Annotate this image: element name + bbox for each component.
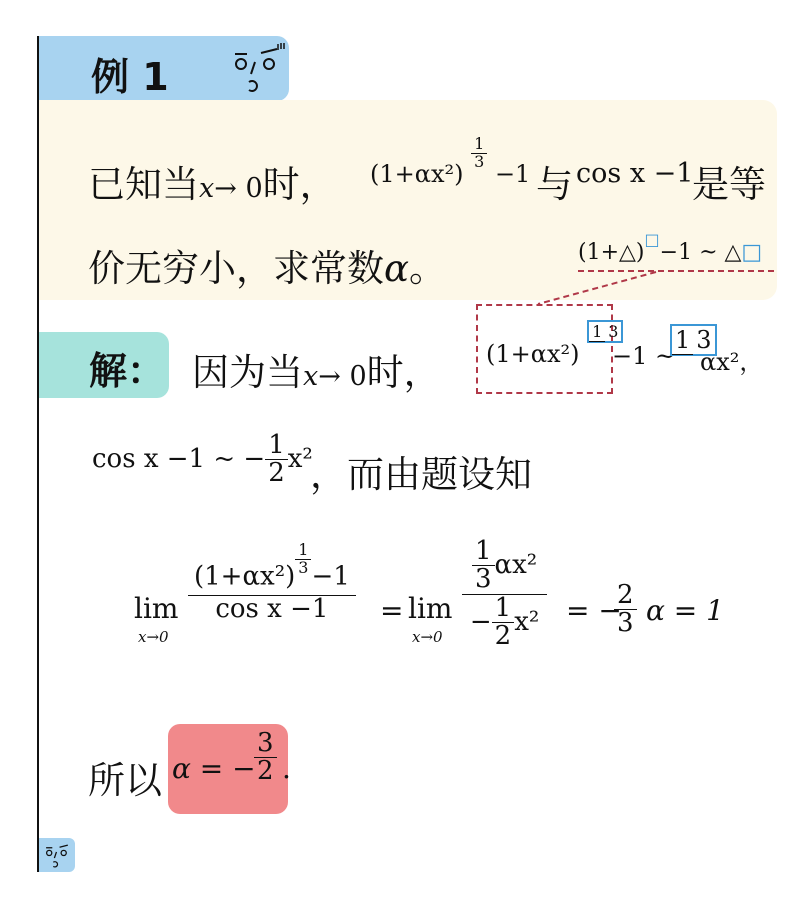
problem-line1 xyxy=(88,154,337,208)
exponent-fraction: $\frac{1}{3}$ xyxy=(471,136,487,171)
solution-equiv-tail: αx²， xyxy=(700,348,764,376)
arrow-zero: → 0 xyxy=(214,173,263,204)
example-tab xyxy=(39,36,289,101)
hint-connector xyxy=(536,270,666,306)
limit-2-sub: x→0 xyxy=(412,628,443,646)
expr-base: (1+αx²) xyxy=(486,340,580,368)
problem-text: 已知当 xyxy=(88,163,199,206)
solution-tab xyxy=(39,332,169,398)
problem-text: 时， xyxy=(262,163,337,206)
cos-equiv: cos x −1 ~ − xyxy=(92,443,266,474)
hint-base: (1+△) xyxy=(578,240,645,265)
hint-tail: −1 ~ △ xyxy=(659,240,742,265)
example-title: 例 1 xyxy=(91,55,169,99)
solution-text: 因为当 xyxy=(192,351,303,394)
conjunction: 与 xyxy=(536,163,573,206)
cute-face-icon xyxy=(229,40,287,96)
problem-line2 xyxy=(88,238,446,292)
half-fraction: $\frac{1}{2}$ xyxy=(265,432,288,488)
alpha-var: α xyxy=(384,247,409,290)
conclusion-expr: α = − xyxy=(172,752,256,785)
conclusion-period: . xyxy=(282,752,291,785)
conclusion-fraction: $\frac{3}{2}$ xyxy=(254,730,277,786)
cos-expr: cos x −1 xyxy=(576,158,694,189)
problem-expr1 xyxy=(370,134,531,193)
hint-formula xyxy=(578,230,763,265)
solution-expr1 xyxy=(486,322,623,368)
one-third-fraction: 1 3 xyxy=(670,324,717,356)
solution-line1 xyxy=(192,342,441,396)
var-x: x xyxy=(199,173,215,204)
limit-2: lim xyxy=(408,592,453,625)
equals-1: = xyxy=(380,594,404,627)
conclusion-text: 所以 xyxy=(88,759,162,802)
hint-box-exp: □ xyxy=(644,230,660,249)
problem-text: 。 xyxy=(409,247,446,290)
solution-text: 时， xyxy=(366,351,441,394)
expr-tail: −1 xyxy=(494,159,531,188)
limit-1: lim xyxy=(134,592,179,625)
equiv-sign: −1 ~ xyxy=(612,342,676,370)
var-x: x xyxy=(303,361,319,392)
limit-1-sub: x→0 xyxy=(138,628,169,646)
hint-box: □ xyxy=(741,240,763,265)
footer-tab xyxy=(39,838,75,872)
solution-text: ，而由题设知 xyxy=(310,453,532,496)
result-fraction: $\frac{2}{3}$ xyxy=(614,582,637,638)
solution-line2 xyxy=(92,432,313,488)
cute-face-icon xyxy=(43,840,73,870)
x-squared: x² xyxy=(287,443,313,474)
expr-base: (1+αx²) xyxy=(370,159,464,188)
problem-text: 价无穷小，求常数 xyxy=(88,247,384,290)
mid-fraction: $\frac{1}{3}$ αx² − $\frac{1}{2}$ x² xyxy=(462,538,547,650)
equals-2: = − xyxy=(566,594,622,627)
arrow-zero: → 0 xyxy=(318,361,367,392)
problem-text: 是等 xyxy=(692,163,766,206)
big-fraction: (1+αx²) $\frac{1}{3}$ −1 cos x −1 xyxy=(188,560,356,623)
exponent-fraction: 1 3 xyxy=(587,320,623,343)
solution-label: 解： xyxy=(89,349,166,393)
result-value: α = 1 xyxy=(646,594,724,627)
